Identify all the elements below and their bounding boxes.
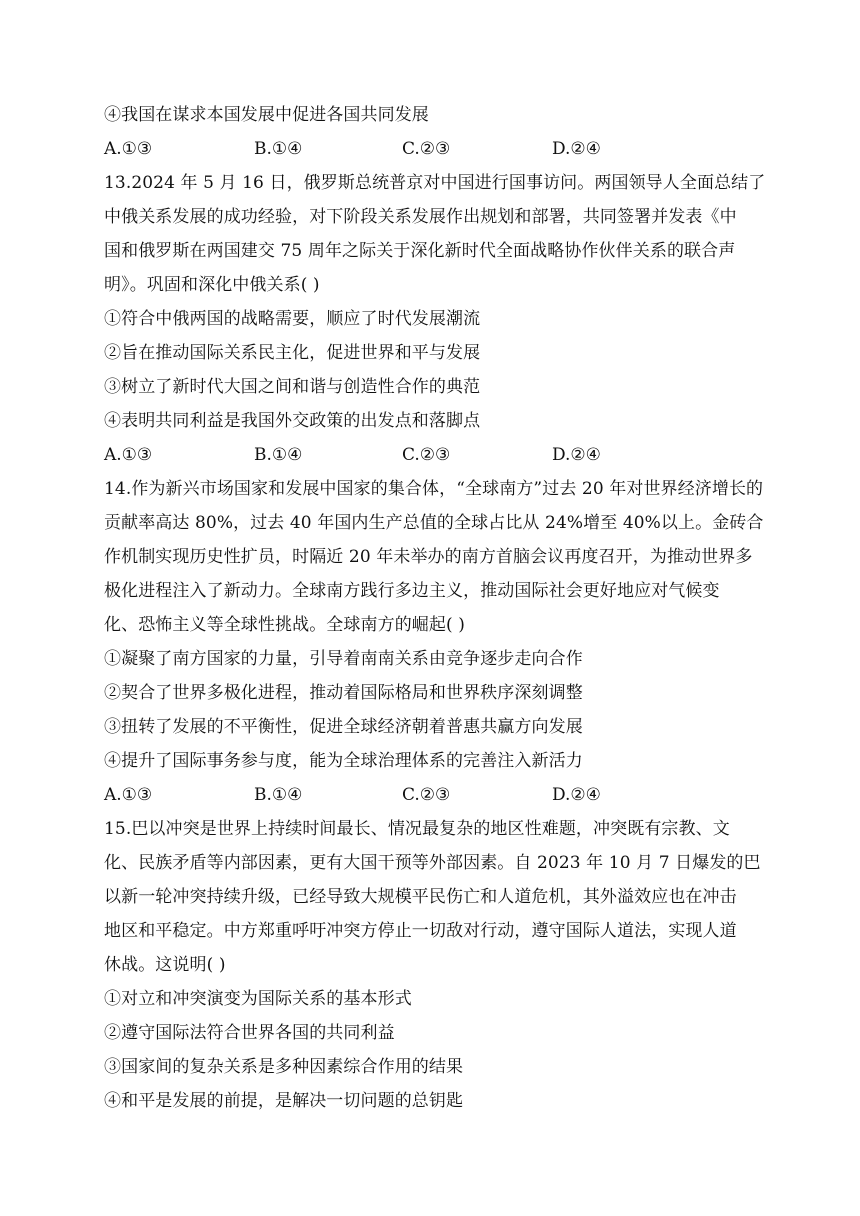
- exam-page: [104, 98, 764, 1118]
- q13-stem-line: 国和俄罗斯在两国建交 75 周年之际关于深化新时代全面战略协作伙伴关系的联合声: [104, 241, 736, 261]
- q14-stem-line: 化、恐怖主义等全球性挑战。全球南方的崛起( ): [104, 615, 465, 635]
- q14-stem-line: 贡献率高达 80%，过去 40 年国内生产总值的全球占比从 24%增至 40%以上。金砖合: [104, 513, 764, 533]
- q15-item-4: ④和平是发展的前提，是解决一切问题的总钥匙: [104, 1091, 464, 1111]
- q14-stem-line: 作机制实现历史性扩员，时隔近 20 年未举办的南方首脑会议再度召开，为推动世界多: [104, 547, 753, 567]
- q13-options: [104, 438, 764, 472]
- q14-item-2: ②契合了世界多极化进程，推动着国际格局和世界秩序深刻调整: [104, 683, 583, 703]
- q15-item-3: ③国家间的复杂关系是多种因素综合作用的结果: [104, 1057, 464, 1077]
- q14-option-d: D.②④: [552, 785, 601, 805]
- q15-item-2: ②遵守国际法符合世界各国的共同利益: [104, 1023, 395, 1043]
- q14-item-4: ④提升了国际事务参与度，能为全球治理体系的完善注入新活力: [104, 751, 583, 771]
- q14-item-3: ③扭转了发展的不平衡性，促进全球经济朝着普惠共赢方向发展: [104, 717, 583, 737]
- q13-item-3: ③树立了新时代大国之间和谐与创造性合作的典范: [104, 377, 481, 397]
- q14-item-1: ①凝聚了南方国家的力量，引导着南南关系由竞争逐步走向合作: [104, 649, 583, 669]
- q13-option-c: C.②③: [402, 445, 451, 465]
- q15-item-1: ①对立和冲突演变为国际关系的基本形式: [104, 989, 412, 1009]
- q15-stem-line: 化、民族矛盾等内部因素，更有大国干预等外部因素。自 2023 年 10 月 7 日爆发的巴: [104, 853, 761, 873]
- q14-stem-line: 极化进程注入了新动力。全球南方践行多边主义，推动国际社会更好地应对气候变: [104, 581, 720, 601]
- q13-option-d: D.②④: [552, 445, 601, 465]
- question-14: [104, 472, 764, 812]
- q12-item-4: ④我国在谋求本国发展中促进各国共同发展: [104, 105, 429, 125]
- q13-item-1: ①符合中俄两国的战略需要，顺应了时代发展潮流: [104, 309, 481, 329]
- q12-option-d: D.②④: [552, 139, 601, 159]
- question-15: [104, 812, 764, 1118]
- q14-stem-line: 14.作为新兴市场国家和发展中国家的集合体，“全球南方”过去 20 年对世界经济增长的: [104, 479, 764, 499]
- q12-option-a: A.①③: [104, 139, 153, 159]
- q13-option-a: A.①③: [104, 445, 153, 465]
- q15-stem-line: 15.巴以冲突是世界上持续时间最长、情况最复杂的地区性难题，冲突既有宗教、文: [104, 819, 730, 839]
- q15-stem-line: 休战。这说明( ): [104, 955, 226, 975]
- q12-options: [104, 132, 764, 166]
- q14-option-a: A.①③: [104, 785, 153, 805]
- q13-option-b: B.①④: [254, 445, 303, 465]
- q13-stem-line: 中俄关系发展的成功经验，对下阶段关系发展作出规划和部署，共同签署并发表《中: [104, 207, 737, 227]
- q13-stem-line: 明》。巩固和深化中俄关系( ): [104, 275, 320, 295]
- q14-options: [104, 778, 764, 812]
- q13-stem-line: 13.2024 年 5 月 16 日，俄罗斯总统普京对中国进行国事访问。两国领导人全面总结了: [104, 173, 766, 193]
- q15-stem-line: 地区和平稳定。中方郑重呼吁冲突方停止一切敌对行动，遵守国际人道法，实现人道: [104, 921, 737, 941]
- q14-option-c: C.②③: [402, 785, 451, 805]
- q13-item-4: ④表明共同利益是我国外交政策的出发点和落脚点: [104, 411, 481, 431]
- q12-option-b: B.①④: [254, 139, 303, 159]
- q13-item-2: ②旨在推动国际关系民主化，促进世界和平与发展: [104, 343, 481, 363]
- question-13: [104, 166, 764, 472]
- q15-stem-line: 以新一轮冲突持续升级，已经导致大规模平民伤亡和人道危机，其外溢效应也在冲击: [104, 887, 737, 907]
- q14-option-b: B.①④: [254, 785, 303, 805]
- q12-option-c: C.②③: [402, 139, 451, 159]
